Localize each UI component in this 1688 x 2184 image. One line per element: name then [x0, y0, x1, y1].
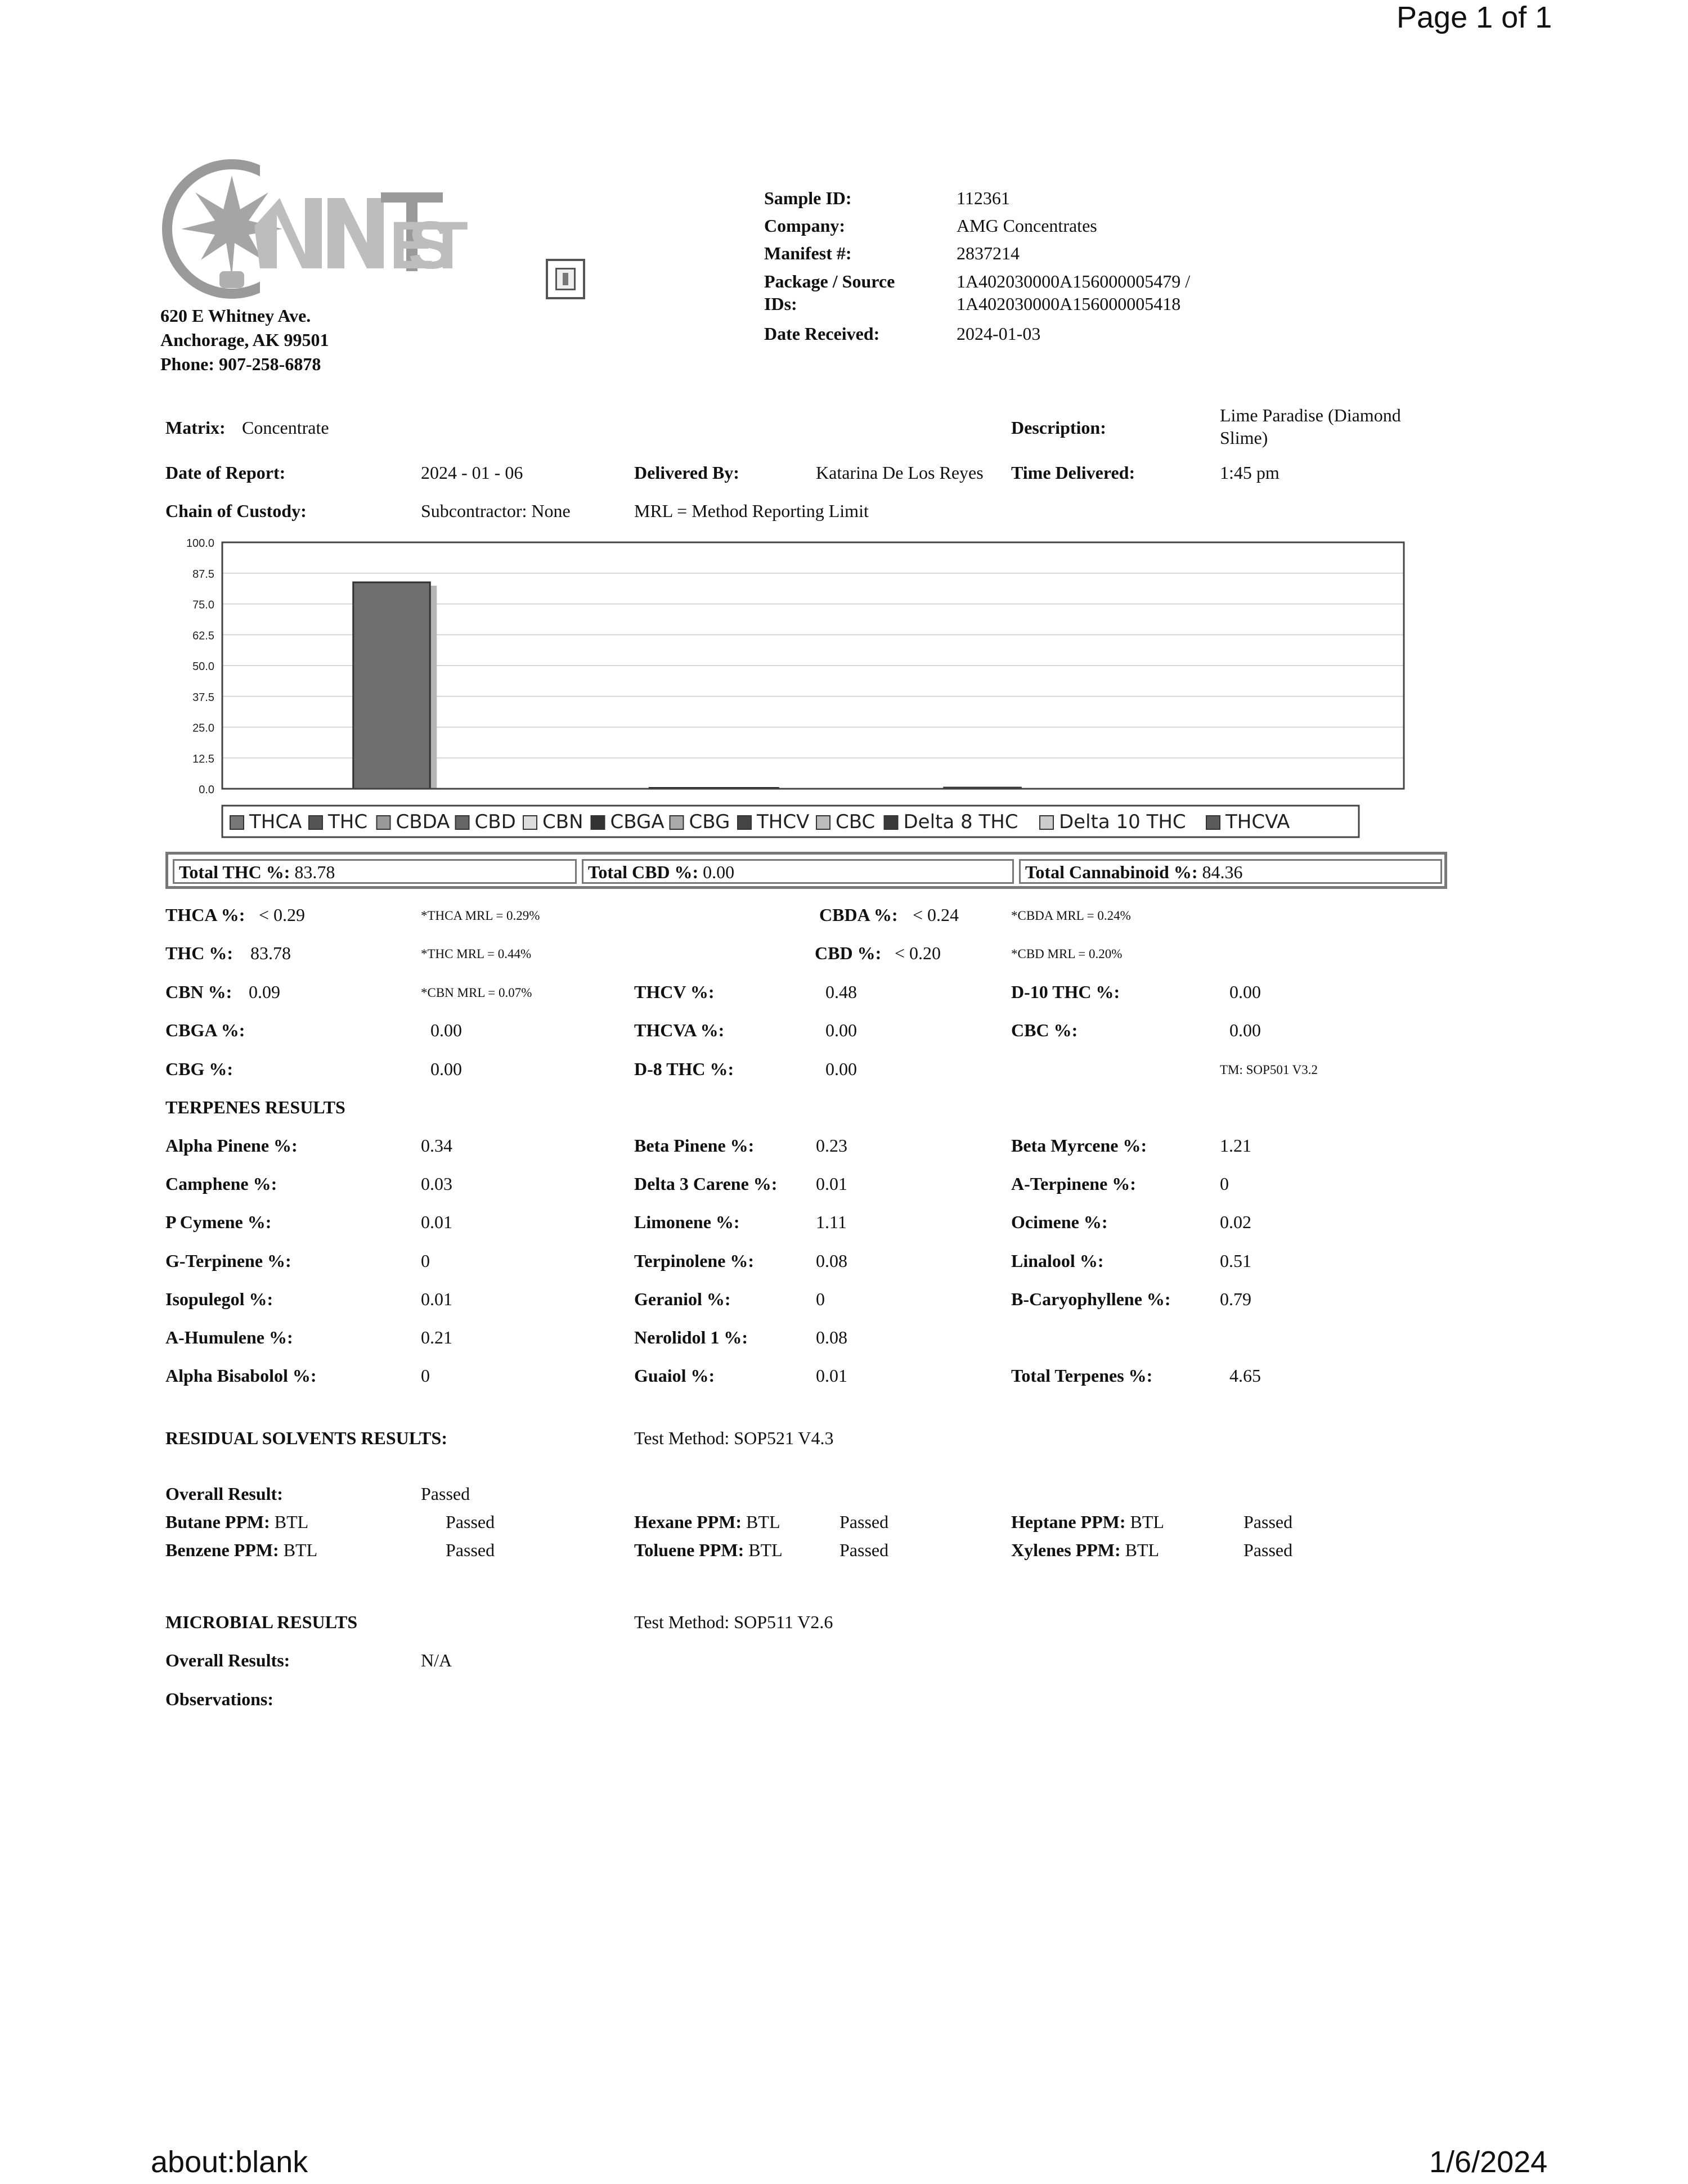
- thcv-value: 0.48: [825, 982, 857, 1002]
- butane-value: BTL: [274, 1512, 309, 1532]
- terpene-value: 0.23: [816, 1135, 847, 1156]
- microbial-overall: N/A: [421, 1650, 452, 1670]
- package-label-1: Package / Source: [764, 271, 895, 291]
- total-thc-cell: [173, 859, 577, 884]
- terpene-value: 0: [816, 1289, 825, 1309]
- totals-box: [165, 852, 1447, 889]
- document-icon: [546, 259, 585, 299]
- butane-label: Butane PPM:: [165, 1512, 270, 1532]
- terpene-label: Beta Pinene %:: [634, 1135, 755, 1156]
- chart-legend-label: THCVA: [1225, 811, 1290, 833]
- chart-legend-swatch: [670, 816, 684, 829]
- time-delivered: 1:45 pm: [1220, 462, 1280, 483]
- thca-label: THCA %:: [165, 905, 245, 925]
- date-of-report-label: Date of Report:: [165, 462, 286, 483]
- terpene-label: Guaiol %:: [634, 1365, 715, 1386]
- terpene-label: A-Humulene %:: [165, 1327, 293, 1347]
- chart-legend-label: THC: [328, 811, 368, 833]
- date-of-report: 2024 - 01 - 06: [421, 462, 523, 483]
- terpene-value: 0.01: [421, 1212, 452, 1232]
- thc-mrl: *THC MRL = 0.44%: [421, 947, 532, 961]
- terpene-value: 0.34: [421, 1135, 452, 1156]
- terpene-label: Ocimene %:: [1011, 1212, 1108, 1232]
- chart-legend-label: CBGA: [610, 811, 665, 833]
- terpene-label: A-Terpinene %:: [1011, 1174, 1136, 1194]
- terpene-label: Beta Myrcene %:: [1011, 1135, 1147, 1156]
- hexane-row: [634, 1511, 780, 1533]
- terpene-label: Alpha Pinene %:: [165, 1135, 298, 1156]
- chart-y-tick-label: 37.5: [192, 691, 214, 704]
- xylenes-result: Passed: [1243, 1540, 1293, 1560]
- chart-legend-swatch: [230, 816, 244, 829]
- svg-text:EST: EST: [389, 208, 468, 283]
- terpene-label: Total Terpenes %:: [1011, 1365, 1153, 1386]
- solvents-overall: Passed: [421, 1484, 470, 1504]
- description-line1: Lime Paradise (Diamond: [1220, 405, 1401, 425]
- cbn-label: CBN %:: [165, 982, 232, 1002]
- cannabinoid-bar-chart: [152, 529, 1424, 844]
- observations-label: Observations:: [165, 1689, 273, 1709]
- chart-legend-swatch: [523, 816, 537, 829]
- terpene-label: Nerolidol 1 %:: [634, 1327, 748, 1347]
- thcva-label: THCVA %:: [634, 1020, 725, 1040]
- terpene-label: Linalool %:: [1011, 1251, 1104, 1271]
- chart-bar: [353, 582, 437, 789]
- d10-thc-value: 0.00: [1229, 982, 1261, 1002]
- thca-mrl: *THCA MRL = 0.29%: [421, 909, 540, 923]
- chart-legend-label: CBD: [474, 811, 516, 833]
- terpene-value: 0.79: [1220, 1289, 1251, 1309]
- total-thc-label: Total THC %:: [179, 862, 290, 882]
- total-cbd-cell: [582, 859, 1014, 884]
- matrix-label: Matrix:: [165, 417, 226, 438]
- terpene-value: 0.51: [1220, 1251, 1251, 1271]
- delivered-by-label: Delivered By:: [634, 462, 739, 483]
- microbial-overall-label: Overall Results:: [165, 1650, 290, 1670]
- cannabinoid-test-method: TM: SOP501 V3.2: [1220, 1063, 1318, 1077]
- terpene-label: Isopulegol %:: [165, 1289, 273, 1309]
- terpene-label: Limonene %:: [634, 1212, 740, 1232]
- chart-y-ticks: [186, 537, 214, 796]
- chart-legend-swatch: [1206, 816, 1220, 829]
- lab-address: [160, 304, 329, 376]
- total-cannabinoid-label: Total Cannabinoid %:: [1025, 862, 1198, 882]
- solvents-overall-label: Overall Result:: [165, 1484, 283, 1504]
- chart-legend-label: CBDA: [396, 811, 450, 833]
- terpene-label: P Cymene %:: [165, 1212, 272, 1232]
- chart-legend-label: Delta 10 THC: [1059, 811, 1186, 833]
- matrix: Concentrate: [242, 417, 329, 438]
- chart-y-tick-label: 50.0: [192, 660, 214, 673]
- terpene-label: B-Caryophyllene %:: [1011, 1289, 1171, 1309]
- chart-legend-swatch: [1040, 816, 1053, 829]
- chart-y-tick-label: 62.5: [192, 630, 214, 642]
- d8-thc-value: 0.00: [825, 1059, 857, 1079]
- thc-label: THC %:: [165, 943, 233, 963]
- footer-url: about:blank: [151, 2145, 308, 2179]
- heptane-row: [1011, 1511, 1164, 1533]
- chart-legend-swatch: [377, 816, 390, 829]
- toluene-row: [634, 1539, 783, 1561]
- cbda-label: CBDA %:: [819, 905, 898, 925]
- cbg-label: CBG %:: [165, 1059, 233, 1079]
- chart-legend-label: Delta 8 THC: [903, 811, 1018, 833]
- chain-of-custody: Subcontractor: None: [421, 501, 571, 521]
- microbial-heading: MICROBIAL RESULTS: [165, 1612, 358, 1632]
- chart-legend-label: THCA: [249, 811, 302, 833]
- delivered-by: Katarina De Los Reyes: [816, 462, 984, 483]
- terpene-label: Delta 3 Carene %:: [634, 1174, 778, 1194]
- chart-y-tick-label: 87.5: [192, 568, 214, 581]
- terpene-value: 0: [1220, 1174, 1229, 1194]
- toluene-value: BTL: [748, 1540, 783, 1560]
- chart-legend-swatch: [456, 816, 469, 829]
- terpene-value: 1.11: [816, 1212, 847, 1232]
- cbd-label: CBD %:: [815, 943, 882, 963]
- sample-id-label: Sample ID:: [764, 188, 852, 208]
- cbc-label: CBC %:: [1011, 1020, 1078, 1040]
- hexane-label: Hexane PPM:: [634, 1512, 742, 1532]
- terpene-value: 0.02: [1220, 1212, 1251, 1232]
- chart-legend-swatch: [309, 816, 322, 829]
- cbc-value: 0.00: [1229, 1020, 1261, 1040]
- terpene-label: G-Terpinene %:: [165, 1251, 291, 1271]
- cbg-value: 0.00: [430, 1059, 462, 1079]
- cbga-label: CBGA %:: [165, 1020, 245, 1040]
- logo-graphic: [159, 159, 474, 299]
- xylenes-value: BTL: [1125, 1540, 1160, 1560]
- manifest-label: Manifest #:: [764, 243, 852, 263]
- cbn-value: 0.09: [249, 982, 280, 1002]
- file-icon: [555, 268, 576, 290]
- terpene-value: 0.01: [816, 1174, 847, 1194]
- package-id-1: 1A402030000A156000005479 /: [957, 271, 1191, 291]
- terpene-label: Camphene %:: [165, 1174, 277, 1194]
- cbga-value: 0.00: [430, 1020, 462, 1040]
- thcva-value: 0.00: [825, 1020, 857, 1040]
- chart-bar-rect: [353, 582, 430, 789]
- cbn-mrl: *CBN MRL = 0.07%: [421, 986, 532, 1000]
- microbial-test-method: Test Method: SOP511 V2.6: [634, 1612, 833, 1632]
- description-line2: Slime): [1220, 428, 1268, 448]
- benzene-value: BTL: [283, 1540, 318, 1560]
- heptane-result: Passed: [1243, 1512, 1293, 1532]
- chart-y-tick-label: 0.0: [199, 784, 214, 796]
- terpene-value: 0.03: [421, 1174, 452, 1194]
- canntest-logo: [159, 159, 474, 299]
- hexane-value: BTL: [746, 1512, 780, 1532]
- butane-result: Passed: [446, 1512, 495, 1532]
- chain-of-custody-label: Chain of Custody:: [165, 501, 307, 521]
- cbd-value: < 0.20: [895, 943, 941, 963]
- time-delivered-label: Time Delivered:: [1011, 462, 1135, 483]
- sample-id: 112361: [957, 188, 1010, 208]
- terpene-value: 1.21: [1220, 1135, 1251, 1156]
- thc-value: 83.78: [250, 943, 291, 963]
- cbda-value: < 0.24: [913, 905, 959, 925]
- cbda-mrl: *CBDA MRL = 0.24%: [1011, 909, 1131, 923]
- chart-legend-label: CBG: [689, 811, 730, 833]
- chart-legend-swatch: [885, 816, 898, 829]
- total-cannabinoid-cell: [1019, 859, 1442, 884]
- hexane-result: Passed: [839, 1512, 889, 1532]
- chart-y-tick-label: 12.5: [192, 753, 214, 766]
- butane-row: [165, 1511, 308, 1533]
- total-cbd: 0.00: [703, 862, 735, 882]
- terpene-value: 0.01: [816, 1365, 847, 1386]
- terpene-value: 0.01: [421, 1289, 452, 1309]
- terpene-value: 0: [421, 1251, 430, 1271]
- chart-legend-swatch: [738, 816, 751, 829]
- lab-phone: Phone: 907-258-6878: [160, 354, 321, 374]
- benzene-row: [165, 1539, 317, 1561]
- chart-legend-label: CBC: [836, 811, 876, 833]
- address-line1: 620 E Whitney Ave.: [160, 305, 311, 326]
- terpene-value: 0.08: [816, 1251, 847, 1271]
- terpenes-heading: TERPENES RESULTS: [165, 1097, 345, 1117]
- terpene-label: Geraniol %:: [634, 1289, 731, 1309]
- terpene-label: Alpha Bisabolol %:: [165, 1365, 317, 1386]
- chart-legend-swatch: [816, 816, 830, 829]
- toluene-result: Passed: [839, 1540, 889, 1560]
- company: AMG Concentrates: [957, 215, 1097, 236]
- thcv-label: THCV %:: [634, 982, 715, 1002]
- company-label: Company:: [764, 215, 846, 236]
- d8-thc-label: D-8 THC %:: [634, 1059, 734, 1079]
- total-thc: 83.78: [294, 862, 335, 882]
- benzene-result: Passed: [446, 1540, 495, 1560]
- solvents-heading: RESIDUAL SOLVENTS RESULTS:: [165, 1428, 447, 1448]
- manifest: 2837214: [957, 243, 1020, 263]
- chart-y-tick-label: 75.0: [192, 599, 214, 612]
- chart-y-tick-label: 25.0: [192, 722, 214, 735]
- cbd-mrl: *CBD MRL = 0.20%: [1011, 947, 1123, 961]
- page-number: Page 1 of 1: [1397, 1, 1552, 34]
- xylenes-row: [1011, 1539, 1159, 1561]
- total-cbd-label: Total CBD %:: [588, 862, 699, 882]
- chart-legend: [222, 806, 1359, 837]
- toluene-label: Toluene PPM:: [634, 1540, 744, 1560]
- total-cannabinoid: 84.36: [1202, 862, 1243, 882]
- footer-date: 1/6/2024: [1429, 2145, 1548, 2179]
- thca-value: < 0.29: [259, 905, 306, 925]
- mrl-note: MRL = Method Reporting Limit: [634, 501, 869, 521]
- terpene-value: 0.08: [816, 1327, 847, 1347]
- solvents-test-method: Test Method: SOP521 V4.3: [634, 1428, 834, 1448]
- d10-thc-label: D-10 THC %:: [1011, 982, 1120, 1002]
- chart-legend-label: THCV: [757, 811, 810, 833]
- package-id-2: 1A402030000A156000005418: [957, 294, 1181, 314]
- package-label-2: IDs:: [764, 294, 797, 314]
- date-received-label: Date Received:: [764, 323, 880, 344]
- chart-y-tick-label: 100.0: [186, 537, 214, 550]
- terpene-value: 0: [421, 1365, 430, 1386]
- terpene-label: Terpinolene %:: [634, 1251, 755, 1271]
- terpene-value: 0.21: [421, 1327, 452, 1347]
- chart-legend-label: CBN: [542, 811, 583, 833]
- benzene-label: Benzene PPM:: [165, 1540, 279, 1560]
- xylenes-label: Xylenes PPM:: [1011, 1540, 1121, 1560]
- heptane-value: BTL: [1130, 1512, 1164, 1532]
- chart-legend-swatch: [591, 816, 605, 829]
- date-received: 2024-01-03: [957, 323, 1041, 344]
- description-label: Description:: [1011, 417, 1106, 438]
- terpene-value: 4.65: [1229, 1365, 1261, 1386]
- heptane-label: Heptane PPM:: [1011, 1512, 1126, 1532]
- address-line2: Anchorage, AK 99501: [160, 330, 329, 350]
